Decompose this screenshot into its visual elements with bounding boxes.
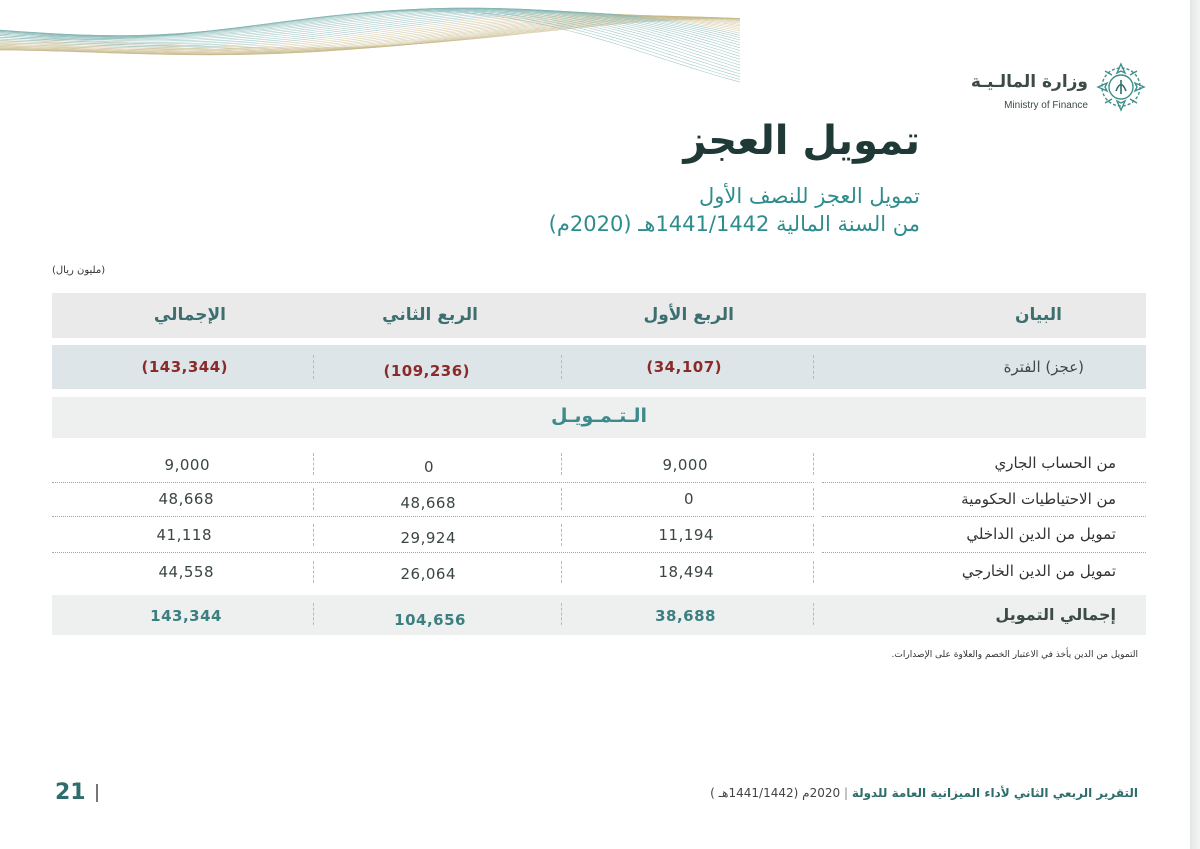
column-divider: [561, 524, 562, 546]
logo-arabic-text: وزارة المالـيـة: [970, 72, 1088, 92]
total-financing-total: 143,344: [150, 607, 222, 625]
row-separator: [52, 552, 814, 553]
row-separator: [52, 516, 814, 517]
row-domestic-debt-q2: 29,924: [400, 529, 456, 547]
deficit-q1: (34,107): [646, 358, 722, 376]
row-external-debt-q2: 26,064: [400, 565, 456, 583]
row-separator: [822, 516, 1146, 517]
column-divider: [313, 355, 314, 379]
ministry-logo: [970, 58, 1150, 118]
page-edge: [1190, 0, 1200, 849]
row-label-current-account: من الحساب الجاري: [994, 454, 1116, 472]
column-divider: [813, 561, 814, 583]
financing-rows: [52, 448, 1146, 593]
page-number-divider: [96, 784, 98, 802]
row-external-debt-total: 44,558: [158, 563, 214, 581]
column-divider: [313, 561, 314, 583]
column-divider: [561, 561, 562, 583]
page-title: تمويل العجز: [683, 118, 920, 164]
row-separator: [52, 482, 814, 483]
deficit-total: (143,344): [141, 358, 228, 376]
header-total: الإجمالي: [153, 305, 226, 325]
row-label-gov-reserves: من الاحتياطيات الحكومية: [961, 490, 1116, 508]
column-divider: [561, 453, 562, 475]
column-divider: [561, 603, 562, 625]
unit-label: (مليون ريال): [52, 265, 106, 276]
row-current-account-q2: 0: [423, 458, 434, 476]
row-current-account-total: 9,000: [164, 456, 210, 474]
row-gov-reserves-q1: 0: [683, 490, 694, 508]
deficit-label: (عجز) الفترة: [1003, 358, 1084, 376]
header-q1: الربع الأول: [643, 305, 734, 325]
row-gov-reserves-q2: 48,668: [400, 494, 456, 512]
column-divider: [561, 488, 562, 510]
decorative-wave: [0, 0, 740, 110]
total-financing-label: إجمالي التمويل: [995, 605, 1116, 624]
column-divider: [313, 488, 314, 510]
column-divider: [813, 453, 814, 475]
footer-period-gregorian: 2020م: [802, 786, 841, 800]
total-financing-q2: 104,656: [394, 611, 466, 629]
header-q2: الربع الثاني: [382, 305, 478, 325]
column-divider: [561, 355, 562, 379]
row-domestic-debt-q1: 11,194: [658, 526, 714, 544]
subtitle-line-1: تمويل العجز للنصف الأول: [699, 184, 920, 208]
column-divider: [313, 603, 314, 625]
logo-english-text: Ministry of Finance: [1004, 100, 1088, 111]
row-current-account-q1: 9,000: [662, 456, 708, 474]
financing-section-title: الـتـمـويـل: [550, 405, 648, 427]
row-label-external-debt: تمويل من الدين الخارجي: [961, 562, 1116, 580]
column-divider: [813, 603, 814, 625]
column-divider: [813, 355, 814, 379]
column-divider: [813, 488, 814, 510]
page-number: 21: [55, 780, 86, 805]
row-label-domestic-debt: تمويل من الدين الداخلي: [966, 525, 1116, 543]
ministry-emblem-icon: [1092, 58, 1150, 116]
row-separator: [822, 552, 1146, 553]
header-description: البيان: [1015, 305, 1062, 325]
row-domestic-debt-total: 41,118: [156, 526, 212, 544]
subtitle-line-2: من السنة المالية 1441/1442هـ (2020م): [548, 212, 920, 236]
column-divider: [313, 453, 314, 475]
footer-report-name: التقرير الربعي الثاني لأداء الميزانية العامة للدولة: [851, 786, 1138, 800]
row-external-debt-q1: 18,494: [658, 563, 714, 581]
column-divider: [813, 524, 814, 546]
row-gov-reserves-total: 48,668: [158, 490, 214, 508]
deficit-q2: (109,236): [383, 362, 470, 380]
total-financing-q1: 38,688: [655, 607, 716, 625]
financing-section-row: [52, 397, 1146, 438]
table-footnote: التمويل من الدين يأخذ في الاعتبار الخصم والعلاوة على الإصدارات.: [891, 650, 1138, 660]
footer-report-title: [710, 786, 1138, 800]
total-financing-row: [52, 595, 1146, 635]
deficit-row: [52, 345, 1146, 389]
footer-period-hijri: (1441/1442هـ ): [710, 786, 799, 800]
table-header-row: [52, 293, 1146, 338]
footer-separator: |: [840, 786, 848, 800]
row-separator: [822, 482, 1146, 483]
column-divider: [313, 524, 314, 546]
